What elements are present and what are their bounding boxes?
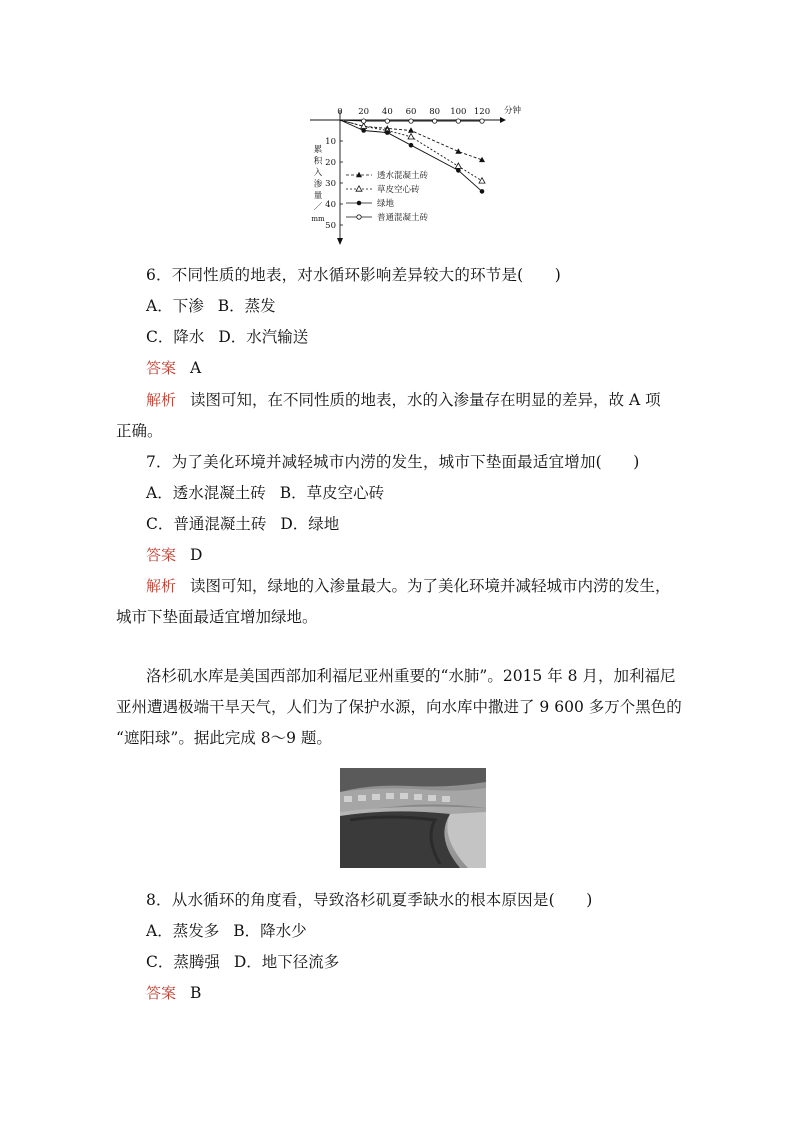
q8-option-c: C．蒸腾强 (146, 953, 220, 971)
data-point (408, 127, 414, 132)
chart-series (340, 119, 485, 194)
q7-options-row1 (146, 483, 712, 503)
q8-answer (146, 983, 712, 1003)
y-axis-label-char: 积 (313, 156, 323, 167)
data-point (455, 163, 461, 168)
analysis-text: 读图可知，绿地的入渗量最大。为了美化环境并减轻城市内涝的发生， (190, 577, 671, 595)
data-point (408, 134, 414, 139)
y-tick-labels (325, 137, 336, 231)
passage-line-3: “遮阳球”。据此完成 8～9 题。 (116, 729, 332, 747)
q7-option-c: C．普通混凝土砖 (146, 515, 267, 533)
q7-option-b: B．草皮空心砖 (279, 484, 385, 502)
legend-marker (356, 172, 362, 177)
y-axis-label-char: ／ (313, 202, 323, 213)
q7-analysis-cont: 城市下垫面最适宜增加绿地。 (116, 608, 318, 626)
legend-marker (356, 186, 362, 191)
analysis-label: 解析 (146, 577, 177, 595)
y-tick-label: 40 (325, 200, 336, 210)
data-point (361, 128, 366, 133)
q7-option-d: D．绿地 (280, 515, 340, 533)
reservoir-shade-balls-photo (340, 768, 486, 868)
data-point (480, 119, 484, 123)
q6-options-row2 (146, 327, 712, 347)
series-line (340, 120, 482, 160)
legend-label: 绿地 (377, 199, 395, 209)
q6-answer (146, 358, 712, 378)
x-tick-label: 20 (358, 107, 370, 117)
q7-option-a: A．透水混凝土砖 (146, 484, 266, 502)
y-axis-label-char: 累 (313, 145, 323, 155)
data-point (361, 119, 365, 123)
q6-option-d: D．水汽输送 (218, 328, 309, 346)
data-point (409, 119, 413, 123)
x-tick-label: 40 (381, 107, 393, 117)
data-point (409, 143, 414, 148)
y-tick-label: 20 (325, 158, 336, 168)
q6-stem: 6．不同性质的地表，对水循环影响差异较大的环节是( ) (146, 266, 562, 284)
x-tick-label: 100 (450, 107, 467, 117)
q6-analysis-cont: 正确。 (116, 422, 163, 440)
x-axis-arrow (500, 117, 506, 123)
q6-option-b: B．蒸发 (217, 297, 276, 315)
y-axis-label-char: 渗 (313, 179, 323, 190)
y-axis-arrow (337, 238, 343, 245)
q6-option-c: C．降水 (146, 328, 205, 346)
legend-marker (357, 215, 361, 219)
q8-stem: 8．从水循环的角度看，导致洛杉矶夏季缺水的根本原因是( ) (146, 891, 593, 909)
passage-line-1: 洛杉矶水库是美国西部加利福尼亚州重要的“水肺”。2015 年 8 月，加利福尼 (146, 667, 676, 685)
q6-option-a: A．下渗 (146, 297, 204, 315)
q6-options-row1 (146, 296, 712, 316)
data-point (385, 119, 389, 123)
infiltration-line-chart (282, 100, 524, 250)
legend-label: 普通混凝土砖 (377, 213, 429, 223)
chart-legend (346, 170, 429, 223)
data-point (479, 178, 485, 183)
answer-label: 答案 (146, 546, 177, 564)
q8-option-d: D．地下径流多 (233, 953, 340, 971)
x-tick-label: 0 (337, 107, 343, 117)
answer-label: 答案 (146, 984, 177, 1002)
q8-option-b: B．降水少 (233, 922, 307, 940)
q7-analysis (146, 576, 712, 596)
y-axis-label-char: 入 (313, 168, 323, 178)
answer-value: A (190, 359, 202, 377)
answer-value: D (190, 546, 203, 564)
legend-label: 草皮空心砖 (377, 185, 420, 195)
x-tick-label: 120 (473, 107, 491, 117)
q8-options-row2 (146, 952, 712, 972)
data-point (480, 189, 485, 194)
q7-stem: 7．为了美化环境并减轻城市内涝的发生，城市下垫面最适宜增加( ) (146, 453, 640, 471)
y-axis-label-char: mm (311, 215, 325, 223)
data-point (456, 168, 461, 173)
y-axis-label-char: 量 (313, 191, 323, 201)
x-axis-unit: 分钟 (504, 106, 522, 116)
q7-options-row2 (146, 514, 712, 534)
y-tick-label: 10 (325, 137, 336, 147)
x-tick-label: 60 (405, 107, 417, 117)
q7-answer (146, 545, 712, 565)
data-point (432, 119, 436, 123)
y-tick-label: 50 (325, 221, 336, 231)
data-point (385, 130, 390, 135)
y-tick-label: 30 (325, 179, 336, 189)
legend-marker (357, 201, 362, 206)
x-tick-label: 80 (429, 107, 441, 117)
q8-options-row1 (146, 921, 712, 941)
passage-line-2: 亚州遭遇极端干旱天气，人们为了保护水源，向水库中撒进了 9 600 多万个黑色的 (116, 698, 682, 716)
analysis-label: 解析 (146, 391, 177, 409)
answer-value: B (190, 984, 202, 1002)
answer-label: 答案 (146, 359, 177, 377)
legend-label: 透水混凝土砖 (377, 171, 429, 181)
data-point (456, 119, 460, 123)
q8-option-a: A．蒸发多 (146, 922, 220, 940)
q6-analysis (146, 390, 712, 410)
y-axis-label (311, 144, 325, 223)
x-tick-labels (337, 107, 490, 117)
analysis-text: 读图可知，在不同性质的地表，水的入渗量存在明显的差异，故 A 项 (190, 391, 661, 409)
